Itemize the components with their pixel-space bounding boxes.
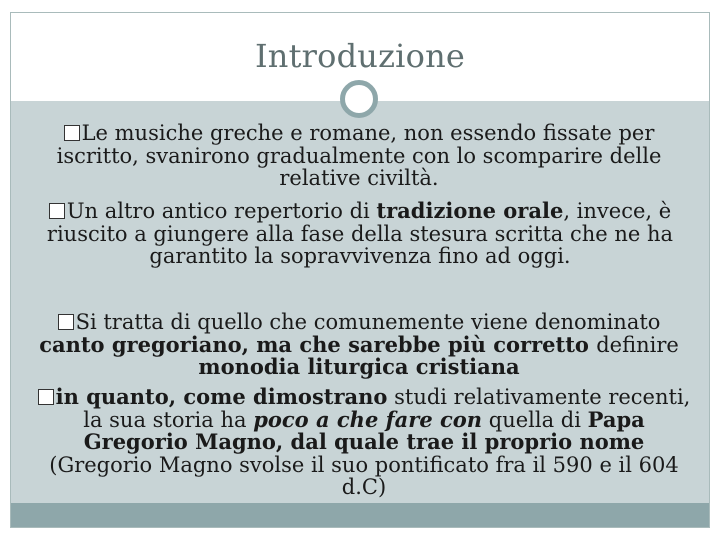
paragraph-3-bold-1: canto gregoriano, ma che sarebbe più corretto	[39, 331, 597, 357]
paragraph-2-pre: Un altro antico repertorio di	[66, 199, 377, 223]
paragraph-3-text-1: Si tratta di quello che comunemente viene denominato	[75, 310, 661, 334]
checkbox-bullet-icon	[58, 314, 74, 330]
paragraph-4-bold-italic: poco a che fare con	[253, 406, 483, 432]
paragraph-4-text-2: quella di	[482, 407, 588, 432]
paragraph-4-bold-2: Papa Gregorio Magno, dal quale trae il proprio nome	[83, 406, 645, 454]
checkbox-bullet-icon	[38, 389, 54, 405]
bottom-bar	[11, 503, 709, 527]
paragraph-2	[28, 200, 692, 268]
checkbox-bullet-icon	[49, 203, 65, 219]
checkbox-bullet-icon	[64, 125, 80, 141]
paragraph-2-post: , invece, è riuscito a giungere alla fase della stesura scritta che ne ha garantito la sopravvivenza fino ad oggi.	[46, 199, 674, 268]
paragraph-1	[34, 122, 684, 190]
paragraph-2-bold: tradizione orale	[376, 198, 564, 223]
slide-title: Introduzione	[254, 37, 466, 75]
paragraph-4-bold-1: in quanto, come dimostrano	[55, 384, 388, 409]
paragraph-4-text-3: (Gregorio Magno svolse il suo pontificato fra il 590 e il 604 d.C)	[49, 452, 679, 499]
ring-ornament-icon	[340, 80, 378, 118]
paragraph-3-bold-2: monodia liturgica cristiana	[198, 354, 520, 379]
paragraph-4	[30, 386, 698, 499]
paragraph-3	[34, 311, 684, 379]
paragraph-1-text: Le musiche greche e romane, non essendo fissate per iscritto, svanirono gradualmente con lo scomparire delle relative civiltà.	[56, 121, 662, 190]
paragraph-4-text-1: studi relativamente recenti, la sua storia ha	[83, 385, 691, 432]
paragraph-3-text-2: definire	[596, 332, 679, 357]
